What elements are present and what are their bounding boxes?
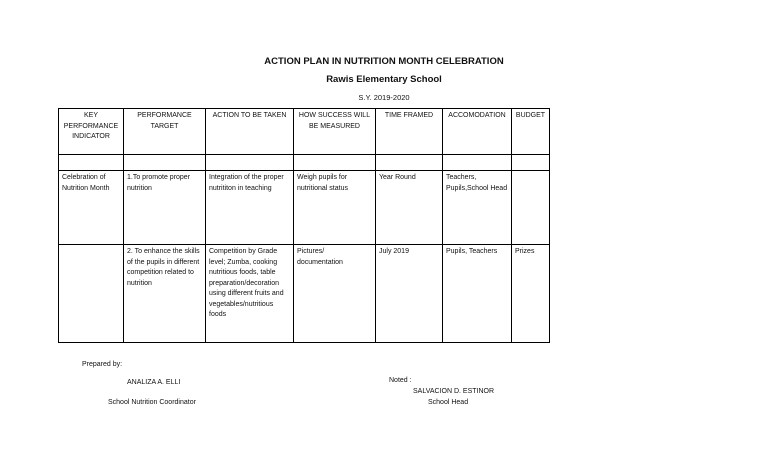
noted-label: Noted : — [389, 377, 412, 384]
header-budget: BUDGET — [512, 109, 550, 155]
table-spacer-row — [59, 155, 550, 171]
table-cell: 2. To enhance the skills of the pupils in different competition related to nutrition — [124, 245, 206, 343]
header-key-performance-indicator: KEY PERFORMANCE INDICATOR — [59, 109, 124, 155]
table-cell: Prizes — [512, 245, 550, 343]
table-cell: 1.To promote proper nutrition — [124, 171, 206, 245]
header-accomodation: ACCOMODATION — [443, 109, 512, 155]
header-how-success-measured: HOW SUCCESS WILL BE MEASURED — [294, 109, 376, 155]
header-time-framed: TIME FRAMED — [376, 109, 443, 155]
table-cell: Pupils, Teachers — [443, 245, 512, 343]
table-cell: Weigh pupils for nutritional status — [294, 171, 376, 245]
header-performance-target: PERFORMANCE TARGET — [124, 109, 206, 155]
table-row — [59, 245, 550, 343]
table-cell: Competition by Grade level; Zumba, cooking nutritious foods, table preparation/decoration using different fruits and vegetables/nutritious foods — [206, 245, 294, 343]
table-row — [59, 171, 550, 245]
document-title: ACTION PLAN IN NUTRITION MONTH CELEBRATION — [264, 56, 504, 67]
table-cell: Teachers, Pupils,School Head — [443, 171, 512, 245]
table-cell — [512, 171, 550, 245]
school-name: Rawis Elementary School — [326, 74, 442, 85]
noted-name: SALVACION D. ESTINOR — [413, 388, 495, 395]
header-action-to-be-taken: ACTION TO BE TAKEN — [206, 109, 294, 155]
prepared-by-title: School Nutrition Coordinator — [108, 399, 196, 406]
table-cell: July 2019 — [376, 245, 443, 343]
table-cell: Celebration of Nutrition Month — [59, 171, 124, 245]
prepared-by-name: ANALIZA A. ELLI — [127, 379, 181, 386]
action-plan-table — [58, 108, 550, 343]
table-cell: Year Round — [376, 171, 443, 245]
prepared-by-label: Prepared by: — [82, 361, 123, 368]
table-cell: Integration of the proper nutrititon in teaching — [206, 171, 294, 245]
school-year: S.Y. 2019-2020 — [358, 93, 410, 102]
table-header-row — [59, 109, 550, 155]
noted-title: School Head — [428, 399, 469, 406]
table-cell — [59, 245, 124, 343]
table-cell: Pictures/ documentation — [294, 245, 376, 343]
